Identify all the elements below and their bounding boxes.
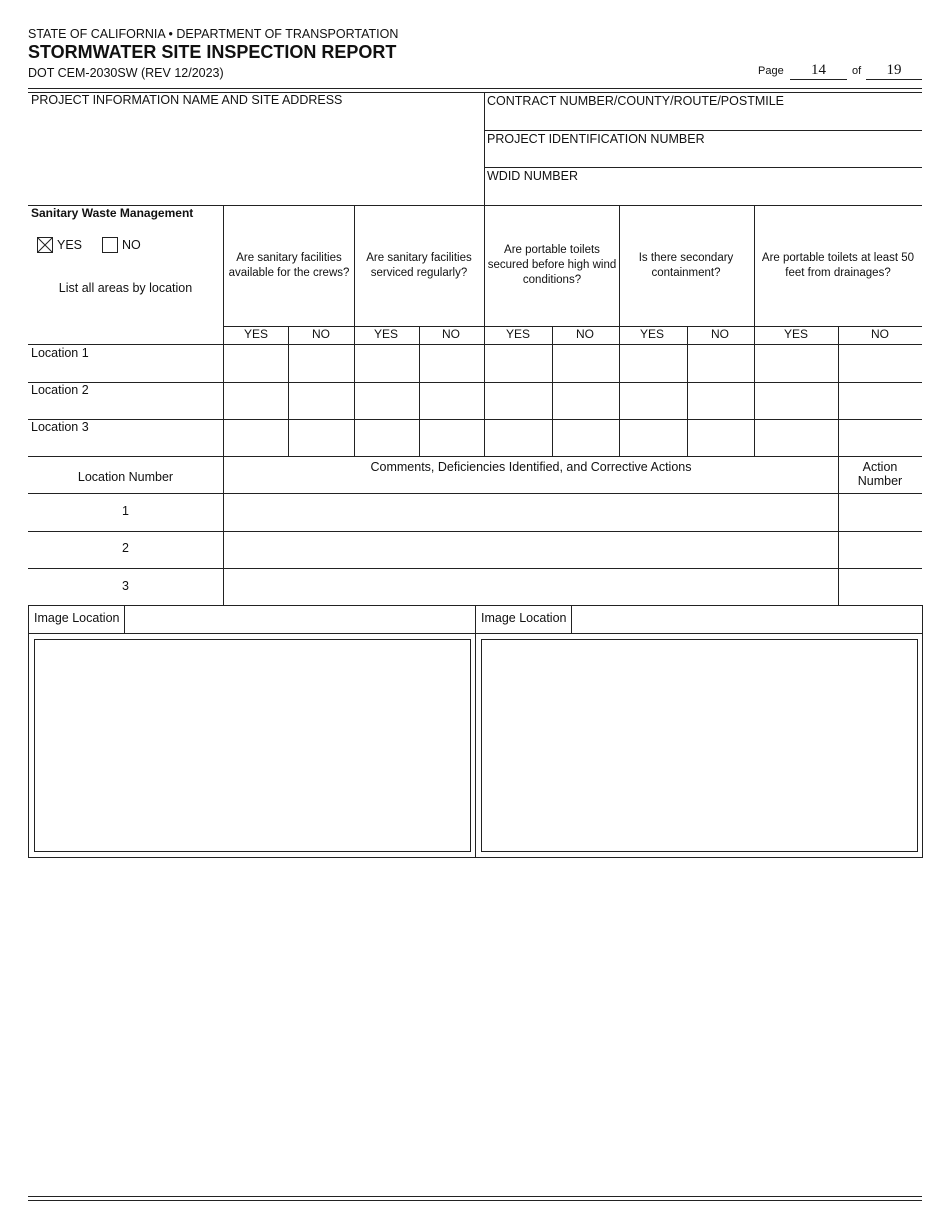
image-location-right-field[interactable] [573,607,919,631]
action-row-3-field[interactable] [839,569,921,604]
q2-yes-header: YES [373,327,398,341]
action-number-header: Action Number [857,460,903,488]
question-facilities-serviced: Are sanitary facilities serviced regularly? [366,252,472,279]
comment-row-3-number: 3 [122,579,129,593]
page-label: Page [758,65,784,77]
project-id-field[interactable] [486,148,920,165]
location-3-responses[interactable] [224,420,922,455]
image-location-right-label: Image Location [481,611,567,625]
q5-no-header: NO [871,327,889,341]
checkmark-x-icon [38,238,52,252]
comment-row-1-field[interactable] [224,494,838,530]
q1-no-header: NO [312,327,330,341]
comment-row-2-number: 2 [122,541,129,555]
location-number-header: Location Number [77,470,174,484]
question-toilets-distance: Are portable toilets at least 50 feet from drainages? [761,252,915,279]
form-id: DOT CEM-2030SW (REV 12/2023) [28,66,224,80]
q5-yes-header: YES [783,327,808,341]
action-row-1-field[interactable] [839,494,921,530]
location-2-responses[interactable] [224,383,922,418]
q4-no-header: NO [711,327,729,341]
question-facilities-available: Are sanitary facilities available for the crews? [228,252,350,279]
q3-no-header: NO [576,327,594,341]
comment-row-2-field[interactable] [224,532,838,567]
page-number-field[interactable]: 14 [790,61,847,80]
project-info-label: PROJECT INFORMATION NAME AND SITE ADDRESS [31,93,343,107]
section-yes-checkbox[interactable] [37,237,53,253]
contract-number-label: CONTRACT NUMBER/COUNTY/ROUTE/POSTMILE [487,94,785,108]
contract-number-field[interactable] [486,110,920,128]
q1-yes-header: YES [243,327,268,341]
question-toilets-secured: Are portable toilets secured before high wind conditions? [487,243,617,286]
q3-yes-header: YES [505,327,530,341]
image-box-right[interactable] [481,639,918,852]
section-no-label: NO [122,238,141,252]
image-box-left[interactable] [34,639,471,852]
of-label: of [852,65,862,77]
footer-rule [28,1196,922,1197]
image-location-left-label: Image Location [34,611,120,625]
comment-row-3-field[interactable] [224,569,838,604]
action-row-2-field[interactable] [839,532,921,567]
instruction-text: List all areas by location [58,281,193,295]
comments-header: Comments, Deficiencies Identified, and Corrective Actions [370,460,692,474]
section-yes-label: YES [57,238,83,252]
location-1-responses[interactable] [224,345,922,381]
location-3-label: Location 3 [31,420,89,434]
project-id-label: PROJECT IDENTIFICATION NUMBER [487,132,705,146]
image-location-left-field[interactable] [126,607,472,631]
agency-line: STATE OF CALIFORNIA • DEPARTMENT OF TRANSPORTATION [28,27,399,41]
section-no-checkbox[interactable] [102,237,118,253]
comment-row-1-number: 1 [122,504,129,518]
section-title: Sanitary Waste Management [31,206,194,220]
form-title: STORMWATER SITE INSPECTION REPORT [28,42,397,62]
q4-yes-header: YES [639,327,664,341]
location-1-label: Location 1 [31,346,89,360]
q2-no-header: NO [442,327,460,341]
location-2-label: Location 2 [31,383,89,397]
wdid-field[interactable] [486,185,920,203]
project-info-field[interactable] [30,110,480,202]
wdid-label: WDID NUMBER [487,169,578,183]
question-secondary-containment: Is there secondary containment? [638,252,734,279]
page-total-field[interactable]: 19 [866,61,922,80]
